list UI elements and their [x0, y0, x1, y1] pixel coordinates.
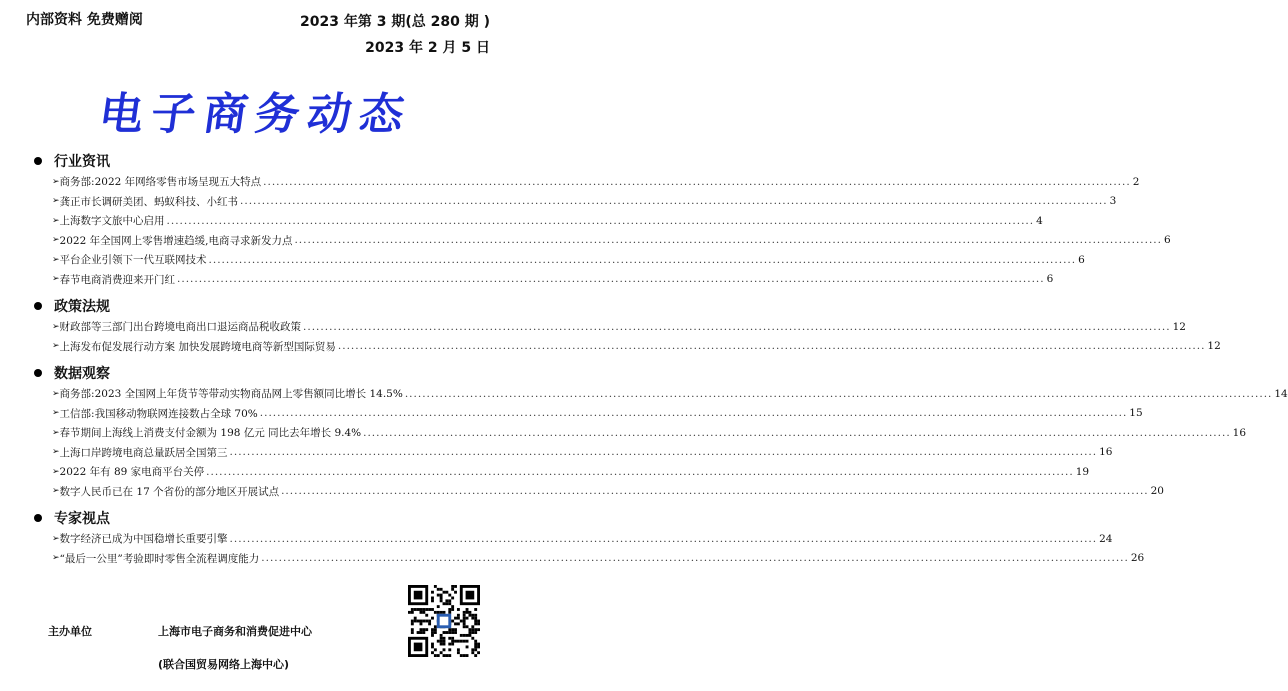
- section-title-text: 数据观察: [54, 366, 110, 382]
- arrow-right-icon: ➢: [52, 215, 60, 226]
- toc-entry-page: 4: [1036, 214, 1043, 227]
- toc-entry[interactable]: [52, 462, 1090, 482]
- leader-dots: ........................................................................................................................................................................................................: [303, 320, 1171, 333]
- toc-entry-title: 商务部:2022 年网络零售市场呈现五大特点: [59, 176, 262, 189]
- section-title-text: 行业资讯: [54, 154, 110, 170]
- leader-dots: ........................................................................................................................................................................................................: [404, 387, 1273, 400]
- arrow-right-icon: ➢: [52, 447, 60, 458]
- toc-entry-title: 2022 年全国网上零售增速趋缓,电商寻求新发力点: [59, 234, 293, 247]
- table-of-contents: [0, 150, 1288, 574]
- qr-code-icon: [408, 585, 480, 657]
- section-title: [34, 295, 512, 317]
- leader-dots: ........................................................................................................................................................................................................: [261, 552, 1129, 565]
- toc-entry-page: 19: [1075, 465, 1090, 478]
- toc-entry-page: 14: [1274, 387, 1288, 400]
- issue-info: [300, 9, 490, 61]
- issue-date: 2023 年 2 月 5 日: [365, 40, 490, 56]
- sponsor-organization: 上海市电子商务和消费促进中心: [158, 625, 312, 638]
- toc-entry-title: “最后一公里”考验即时零售全流程调度能力: [59, 552, 260, 565]
- arrow-right-icon: ➢: [52, 533, 60, 544]
- leader-dots: ........................................................................................................................................................................................................: [337, 340, 1206, 353]
- leader-dots: ........................................................................................................................................................................................................: [281, 485, 1149, 498]
- toc-entry-page: 12: [1207, 340, 1221, 353]
- sponsor-organization-alt: (联合国贸易网络上海中心): [158, 658, 290, 671]
- document-label: 内部资料 免费赠阅: [26, 12, 143, 28]
- toc-entry[interactable]: [52, 211, 1043, 231]
- toc-entry-page: 2: [1132, 175, 1140, 188]
- toc-entry-page: 16: [1232, 426, 1247, 439]
- toc-entry-page: 16: [1099, 446, 1113, 459]
- toc-entry-page: 26: [1130, 552, 1145, 565]
- toc-entry-title: 上海口岸跨境电商总量跃居全国第三: [59, 446, 228, 459]
- toc-entry-title: 上海发布促发展行动方案 加快发展跨境电商等新型国际贸易: [59, 340, 336, 353]
- toc-entry-page: 12: [1172, 320, 1186, 333]
- toc-entry[interactable]: [52, 250, 1085, 270]
- arrow-right-icon: ➢: [52, 427, 60, 438]
- toc-entry[interactable]: [52, 529, 1113, 549]
- toc-entry-title: 工信部:我国移动物联网连接数占全球 70%: [59, 407, 258, 420]
- arrow-right-icon: ➢: [52, 321, 60, 332]
- arrow-right-icon: ➢: [52, 341, 60, 352]
- section-title: [34, 150, 512, 172]
- leader-dots: ........................................................................................................................................................................................................: [363, 426, 1231, 439]
- leader-dots: ........................................................................................................................................................................................................: [229, 446, 1098, 459]
- toc-entry[interactable]: [52, 192, 1117, 212]
- leader-dots: ........................................................................................................................................................................................................: [229, 532, 1098, 545]
- leader-dots: ........................................................................................................................................................................................................: [294, 234, 1162, 247]
- toc-entry-title: 2022 年有 89 家电商平台关停: [59, 466, 205, 479]
- arrow-right-icon: ➢: [52, 388, 60, 399]
- toc-entry[interactable]: [52, 231, 1171, 251]
- masthead-title: 电子商务动态: [95, 89, 415, 140]
- toc-entry[interactable]: [52, 172, 1140, 192]
- arrow-right-icon: ➢: [52, 274, 60, 285]
- arrow-right-icon: ➢: [52, 466, 60, 477]
- arrow-right-icon: ➢: [52, 235, 60, 246]
- toc-entry-title: 数字经济已成为中国稳增长重要引擎: [59, 533, 228, 546]
- arrow-right-icon: ➢: [52, 408, 60, 419]
- toc-entry-title: 商务部:2023 全国网上年货节等带动实物商品网上零售额同比增长 14.5%: [59, 388, 403, 401]
- toc-entry-title: 上海数字文旅中心启用: [59, 215, 165, 228]
- leader-dots: ........................................................................................................................................................................................................: [177, 273, 1045, 286]
- toc-entry[interactable]: [52, 549, 1145, 569]
- arrow-right-icon: ➢: [52, 196, 60, 207]
- leader-dots: ........................................................................................................................................................................................................: [208, 253, 1077, 266]
- leader-dots: ........................................................................................................................................................................................................: [206, 465, 1074, 478]
- toc-entry-page: 20: [1150, 485, 1164, 498]
- toc-entry-page: 3: [1109, 195, 1117, 208]
- issue-number: 2023 年第 3 期(总 280 期 ): [300, 14, 490, 30]
- bullet-icon: [34, 157, 42, 165]
- toc-entry-page: 15: [1129, 407, 1143, 420]
- leader-dots: ........................................................................................................................................................................................................: [166, 214, 1035, 227]
- leader-dots: ........................................................................................................................................................................................................: [240, 195, 1108, 208]
- arrow-right-icon: ➢: [52, 486, 60, 497]
- toc-entry-page: 24: [1099, 532, 1113, 545]
- bullet-icon: [34, 369, 42, 377]
- toc-entry[interactable]: [52, 384, 1288, 404]
- bullet-icon: [34, 302, 42, 310]
- section-title: [34, 362, 512, 384]
- toc-entry[interactable]: [52, 337, 1221, 357]
- toc-entry[interactable]: [52, 270, 1054, 290]
- section-title-text: 政策法规: [54, 299, 110, 315]
- arrow-right-icon: ➢: [52, 553, 60, 564]
- toc-entry-page: 6: [1046, 273, 1054, 286]
- toc-entry[interactable]: [52, 317, 1186, 337]
- arrow-right-icon: ➢: [52, 254, 60, 265]
- leader-dots: ........................................................................................................................................................................................................: [259, 407, 1128, 420]
- toc-entry-title: 数字人民币已在 17 个省份的部分地区开展试点: [59, 485, 280, 498]
- toc-entry-title: 龚正市长调研美团、蚂蚁科技、小红书: [59, 195, 239, 208]
- section-title: [34, 507, 512, 529]
- toc-entry-title: 春节期间上海线上消费支付金额为 198 亿元 同比去年增长 9.4%: [59, 427, 362, 440]
- toc-entry-title: 财政部等三部门出台跨境电商出口退运商品税收政策: [59, 321, 302, 334]
- toc-entry-title: 春节电商消费迎来开门红: [59, 273, 176, 286]
- toc-entry[interactable]: [52, 443, 1113, 463]
- toc-entry-title: 平台企业引领下一代互联网技术: [59, 254, 207, 267]
- section-title-text: 专家视点: [54, 511, 110, 527]
- toc-entry[interactable]: [52, 482, 1164, 502]
- arrow-right-icon: ➢: [52, 176, 60, 187]
- leader-dots: ........................................................................................................................................................................................................: [263, 175, 1131, 188]
- toc-entry-page: 6: [1078, 253, 1085, 266]
- sponsor-label: 主办单位: [48, 625, 92, 638]
- section-gap: [0, 568, 512, 574]
- toc-entry[interactable]: [52, 404, 1143, 424]
- toc-entry[interactable]: [52, 423, 1247, 443]
- bullet-icon: [34, 514, 42, 522]
- toc-entry-page: 6: [1163, 234, 1171, 247]
